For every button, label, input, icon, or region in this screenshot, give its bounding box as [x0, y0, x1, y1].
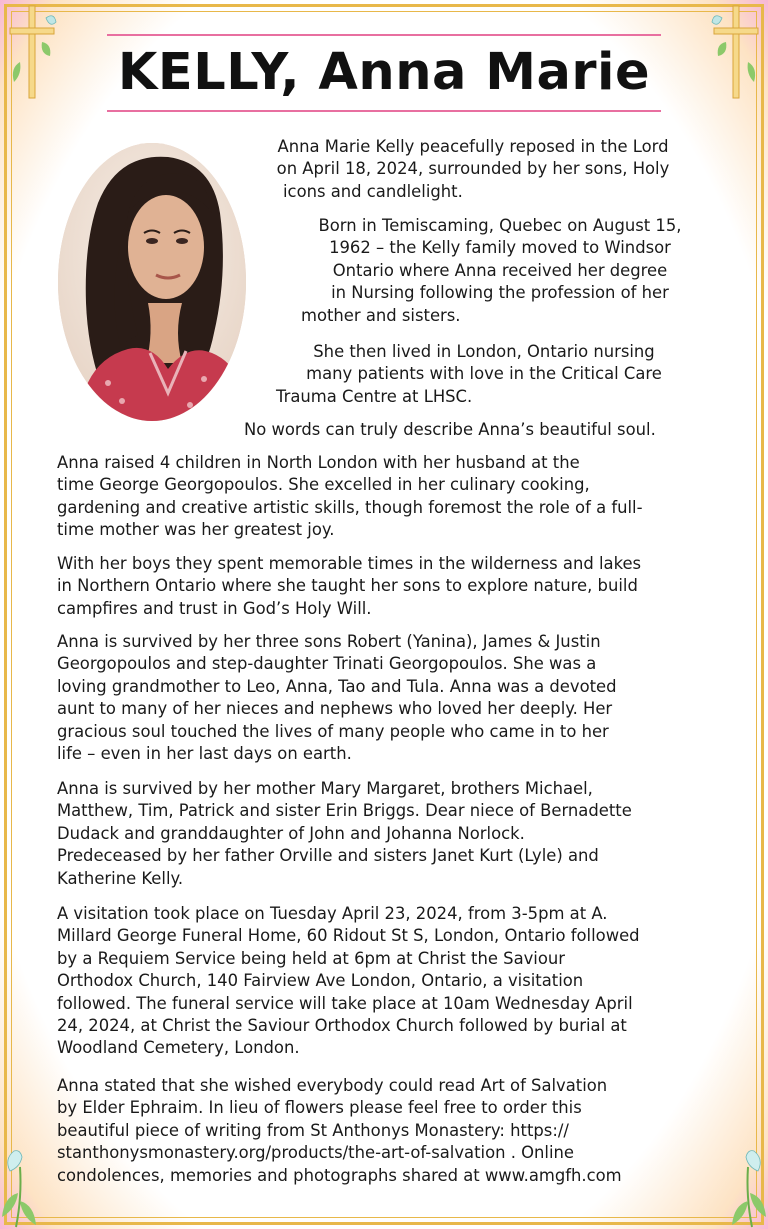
cross-lily-icon [706, 2, 766, 102]
body-paragraph [57, 452, 717, 542]
text-line: With her boys they spent memorable times in the wilderness and lakes [57, 554, 642, 573]
text-line: Predeceased by her father Orville and sisters Janet Kurt (Lyle) and [57, 846, 599, 866]
title-rule-top [107, 34, 661, 36]
obituary-title: KELLY, Anna Marie [117, 43, 651, 102]
text-line: loving grandmother to Leo, Anna, Tao and Tula. Anna was a devoted [57, 676, 617, 696]
text-line: in Northern Ontario where she taught her sons to explore nature, build [57, 576, 638, 596]
text-line: Woodland Cemetery, London. [57, 1038, 300, 1058]
text-line: stanthonysmonastery.org/products/the-art-of-salvation . Online [57, 1143, 574, 1163]
text-line: Anna is survived by her three sons Robert (Yanina), James & Justin [57, 632, 601, 651]
title-rule-bottom [107, 110, 661, 112]
text-line: campfires and trust in God’s Holy Will. [57, 598, 372, 618]
body-paragraph [57, 553, 717, 620]
intro-paragraph [280, 215, 720, 327]
body-paragraph [57, 778, 717, 890]
intro-paragraph [262, 341, 706, 408]
text-line: No words can truly describe Anna’s beautiful soul. [244, 420, 656, 439]
text-line: Katherine Kelly. [57, 868, 184, 888]
text-line: Dudack and granddaughter of John and Johanna Norlock. [57, 823, 525, 843]
text-line: Anna is survived by her mother Mary Margaret, brothers Michael, [57, 779, 593, 798]
text-line: 24, 2024, at Christ the Saviour Orthodox Church followed by burial at [57, 1016, 627, 1036]
text-line: 1962 – the Kelly family moved to Windsor [329, 238, 671, 258]
text-line: followed. The funeral service will take place at 10am Wednesday April [57, 993, 633, 1013]
text-line: on April 18, 2024, surrounded by her sons, Holy [276, 159, 670, 179]
text-line: by Elder Ephraim. In lieu of flowers please feel free to order this [57, 1098, 582, 1118]
text-line: She then lived in London, Ontario nursing [313, 342, 655, 361]
lily-flower-icon [0, 1137, 44, 1229]
text-line: Georgopoulos and step-daughter Trinati Georgopoulos. She was a [57, 654, 597, 674]
body-paragraph [57, 631, 717, 765]
text-line: time George Georgopoulos. She excelled in her culinary cooking, [57, 475, 590, 495]
lily-flower-icon [724, 1137, 768, 1229]
text-line: in Nursing following the profession of her [331, 283, 669, 303]
text-line: by a Requiem Service being held at 6pm at Christ the Saviour [57, 948, 566, 968]
text-line: time mother was her greatest joy. [57, 520, 335, 540]
text-line: gracious soul touched the lives of many people who came in to her [57, 721, 609, 741]
text-line: Anna Marie Kelly peacefully reposed in the Lord [277, 137, 669, 156]
intro-paragraph [246, 136, 700, 203]
text-line: Born in Temiscaming, Quebec on August 15, [318, 216, 682, 235]
text-line: mother and sisters. [301, 305, 461, 325]
text-line: A visitation took place on Tuesday April 23, 2024, from 3-5pm at A. [57, 904, 608, 923]
text-line: condolences, memories and photographs shared at www.amgfh.com [57, 1165, 622, 1185]
text-line: gardening and creative artistic skills, though foremost the role of a full- [57, 497, 643, 517]
text-line: life – even in her last days on earth. [57, 744, 352, 764]
text-line: many patients with love in the Critical Care [306, 364, 662, 384]
text-line: beautiful piece of writing from St Anthonys Monastery: https:// [57, 1120, 569, 1140]
intro-paragraph [244, 419, 714, 441]
text-line: Matthew, Tim, Patrick and sister Erin Briggs. Dear niece of Bernadette [57, 801, 632, 821]
text-line: Millard George Funeral Home, 60 Ridout St S, London, Ontario followed [57, 926, 640, 946]
body-paragraph [57, 903, 717, 1060]
portrait-photo [58, 143, 246, 421]
text-line: icons and candlelight. [283, 181, 463, 201]
text-line: Ontario where Anna received her degree [332, 260, 668, 280]
cross-lily-icon [2, 2, 62, 102]
text-line: Trauma Centre at LHSC. [276, 386, 473, 406]
text-line: aunt to many of her nieces and nephews who loved her deeply. Her [57, 699, 613, 719]
body-paragraph [57, 1075, 717, 1187]
text-line: Anna raised 4 children in North London with her husband at the [57, 453, 580, 472]
text-line: Orthodox Church, 140 Fairview Ave London, Ontario, a visitation [57, 971, 584, 991]
text-line: Anna stated that she wished everybody could read Art of Salvation [57, 1076, 608, 1095]
